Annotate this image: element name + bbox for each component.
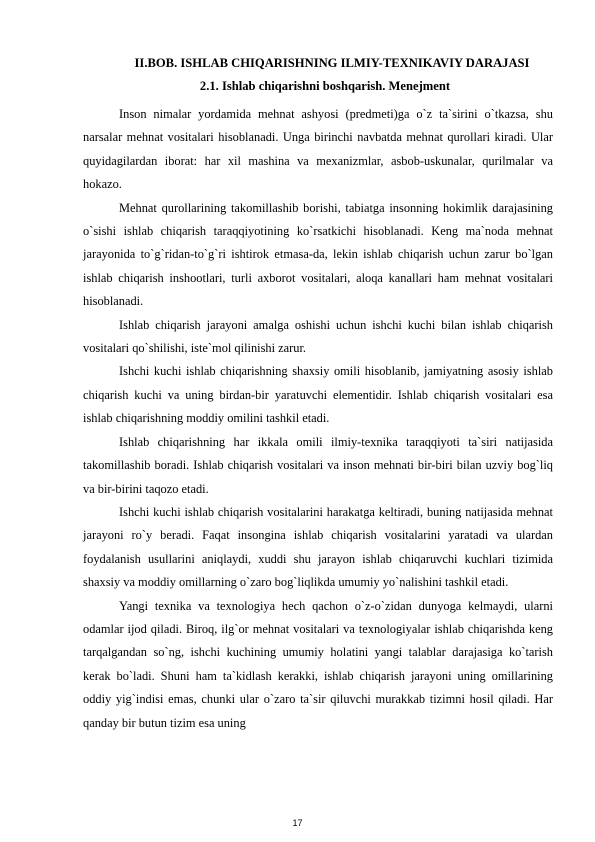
paragraph-6: Ishchi kuchi ishlab chiqarish vositalarini harakatga keltiradi, buning natijasida mehnat jarayoni ro`y beradi. Faqat insongina ishlab chiqarish vositalarini yaratadi va ulardan foydalanish usullarini aniqlaydi, xuddi shu jarayon ishlab chiqaruvchi kuchlari tizimida shaxsiy va moddiy omillarning o`zaro bog`liqlikda umumiy yo`nalishini tashkil etadi. xyxy=(83,504,553,590)
paragraph-7: Yangi texnika va texnologiya hech qachon o`z-o`zidan dunyoga kelmaydi, ularni odamlar ijod qiladi. Biroq, ilg`or mehnat vositalari va texnologiyalar ishlab chiqarishda keng tarqalgandan so`ng, ishchi kuchining umumiy holatini yangi talablar darajasiga ko`tarish kerak bo`ladi. Shuni ham ta`kidlash kerakki, ishlab chiqarish jarayoni uning omillarining oddiy yig`indisi emas, chunki ular o`zaro ta`sir qiluvchi murakkab tizimni hosil qiladi. Har qanday bir butun tizim esa uning xyxy=(83,598,553,730)
paragraph-2: Mehnat qurollarining takomillashib borishi, tabiatga insonning hokimlik darajasining o`sishi ishlab chiqarish taraqqiyotining ko`rsatkichi hisoblanadi. Keng ma`noda mehnat jarayonida to`g`ridan-to`g`ri ishtirok etmasa-da, lekin ishlab chiqarish uchun zarur bo`lgan ishlab chiqarish inshootlari, turli axborot vositalari, aloqa kanallari ham mehnat vositalari hisoblanadi. xyxy=(83,200,553,309)
paragraph-1: Inson nimalar yordamida mehnat ashyosi (predmeti)ga o`z ta`sirini o`tkazsa, shu narsalar mehnat vositalari hisoblanadi. Unga birinchi navbatda mehnat qurollari kiradi. Ular quyidagilardan iborat: har xil mashina va mexanizmlar, asbob-uskunalar, qurilmalar va hokazo. xyxy=(83,107,553,192)
paragraph-5: Ishlab chiqarishning har ikkala omili ilmiy-texnika taraqqiyoti ta`siri natijasida takomillashib boradi. Ishlab chiqarish vositalari va inson mehnati bir-biri bilan uzviy bog`liq va bir-birini taqozo etadi. xyxy=(83,434,553,496)
document-page xyxy=(83,52,553,735)
section-title: 2.1. Ishlab chiqarishni boshqarish. Menejment xyxy=(199,79,451,93)
page-number: 17 xyxy=(292,818,303,828)
paragraph-3: Ishlab chiqarish jarayoni amalga oshishi uchun ishchi kuchi bilan ishlab chiqarish vositalari qo`shilishi, iste`mol qilinishi zarur. xyxy=(83,317,553,356)
chapter-title: II.BOB. ISHLAB CHIQARISHNING ILMIY-TEXNIKAVIY DARAJASI xyxy=(134,56,530,70)
paragraph-4: Ishchi kuchi ishlab chiqarishning shaxsiy omili hisoblanib, jamiyatning asosiy ishlab chiqarish kuchi va uning birdan-bir yaratuvchi elementidir. Ishlab chiqarish vositalari esa ishlab chiqarishning moddiy omilini tashkil etadi. xyxy=(83,364,553,426)
